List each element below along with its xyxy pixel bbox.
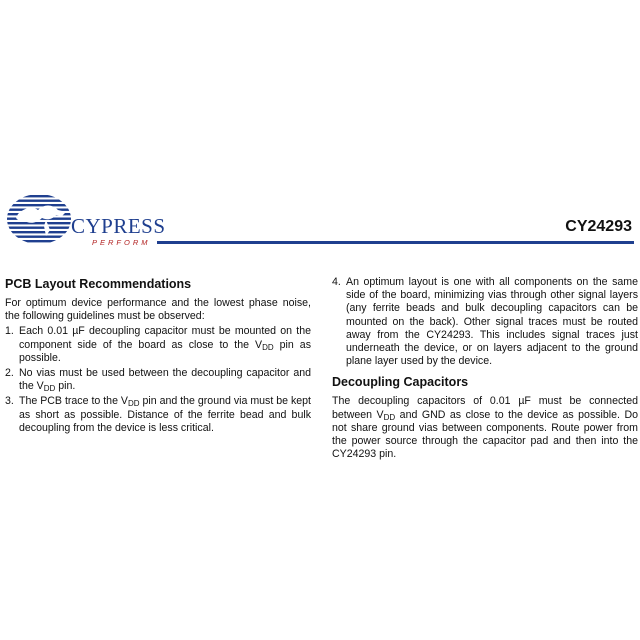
pcb-section-title: PCB Layout Recommendations <box>5 277 192 291</box>
list-item-number: 1. <box>5 325 14 338</box>
header-rule <box>157 241 634 244</box>
list-item: 1. Each 0.01 µF decoupling capacitor must be mounted on the component side of the board as close to the $V_{DD}$ pin as possible. <box>5 325 311 364</box>
logo-wordmark: CYPRESS <box>71 214 166 238</box>
pcb-intro: For optimum device performance and the lowest phase noise, the following guidelines must be observed: <box>5 297 311 323</box>
decoupling-paragraph: The decoupling capacitors of 0.01 µF must be connected between $V_{DD}$ and GND as close to the device as possible. Do not share ground vias between components. Route power from the power source through the capacitor pad and then into the CY24293 pin. <box>332 395 639 461</box>
list-item: 4. An optimum layout is one with all components on the same side of the board, minimizing vias through other signal layers (any ferrite beads and bulk decoupling capacitors can be mounted on the back). Other signal traces must be routed away from the CY24293. This includes signal traces just underneath the device, or on layers adjacent to the ground plane layer used by the device. <box>332 276 638 368</box>
logo-tagline: PERFORM <box>92 238 151 247</box>
document-id: CY24293 <box>565 218 632 235</box>
pcb-guidelines-list-continued <box>332 276 638 368</box>
list-item-number: 4. <box>332 276 341 288</box>
pcb-guidelines-list <box>5 325 311 435</box>
list-item: 3. The PCB trace to the $V_{DD}$ pin and the ground via must be kept as short as possible. Distance of the ferrite bead and bulk decoupling from the device is less critical. <box>5 395 311 434</box>
globe-logo-icon <box>6 190 74 246</box>
list-item-number: 2. <box>5 367 14 380</box>
list-item: 2. No vias must be used between the decoupling capacitor and the $V_{DD}$ pin. <box>5 367 311 394</box>
cypress-logo <box>6 190 166 252</box>
left-column <box>5 277 311 437</box>
decoupling-section-title: Decoupling Capacitors <box>332 375 469 390</box>
right-column <box>332 276 638 463</box>
list-item-number: 3. <box>5 395 14 408</box>
